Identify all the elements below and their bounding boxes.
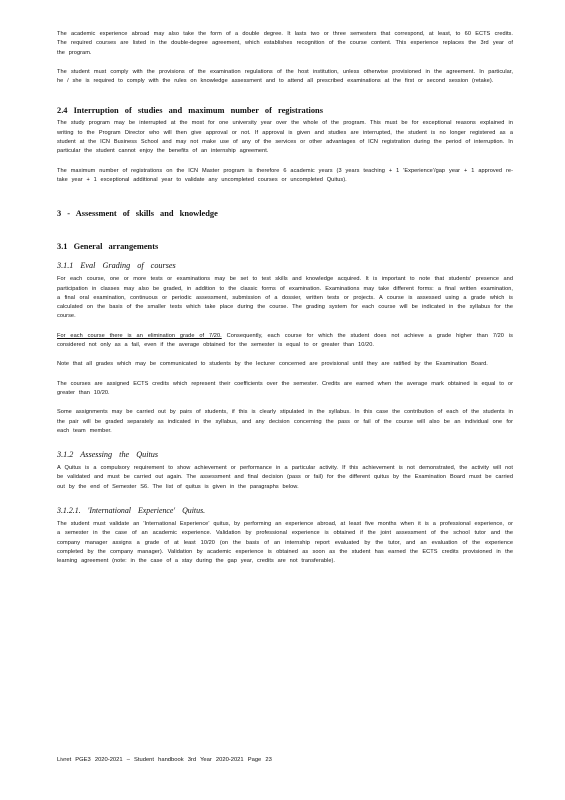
paragraph-provisional-grades: Note that all grades which may be communicated to students by the lecturer concerned are provisional until they are ratified by the Examination Board.	[57, 361, 488, 368]
elimination-grade-underlined: For each course there is an elimination grade of 7/20.	[57, 332, 222, 339]
paragraph-double-degree: The academic experience abroad may also take the form of a double degree. It lasts two or three semesters that correspond, at least, to 60 ECTS credits. The required courses are listed in the double-degree agreement, which establishes recognition of the course content. This experience replaces the 3rd year of the program.	[57, 31, 513, 56]
paragraph-interruption: The study program may be interrupted at the most for one university year over the whole of the program. This must be for exceptional reasons explained in writing to the Program Director who will then give approval or not. If approval is given and studies are interrupted, the student is no longer registered as a student at the ICN Business School and may not make use of any of the services or other advantages of ICN registration during the period of interruption. In particular the student cannot enjoy the benefits of an internship agreement.	[57, 120, 513, 155]
paragraph-max-registrations: The maximum number of registrations on the ICN Master program is therefore 6 academic years (3 years teaching + 1 'Experience'/gap year + 1 approved re-take year + 1 exceptional additional year to validate any uncompleted courses or uncompleted Quitus).	[57, 167, 513, 183]
section-3-1-heading: 3.1 General arrangements	[57, 242, 159, 252]
document-page	[57, 30, 513, 577]
paragraph-elimination-grade	[57, 332, 513, 351]
section-3-1-1-heading: 3.1.1 Eval Grading of courses	[57, 261, 176, 271]
paragraph-ects-credits: The courses are assigned ECTS credits which represent their coefficients over the semester. Credits are earned when the average mark obtained is equal to or greater than 10/20.	[57, 380, 513, 396]
section-3-1-2-1-heading: 3.1.2.1. 'International Experience' Quitus.	[57, 506, 206, 516]
section-3-1-2-heading: 3.1.2 Assessing the Quitus	[57, 450, 159, 460]
elimination-grade-rest: Consequently, each course for which the student does not achieve a grade higher than 7/20 is considered not only as a fail, even if the average obtained for the semester is equal to or greater than 10/20.	[57, 332, 513, 349]
section-2-4-heading: 2.4 Interruption of studies and maximum number of registrations	[57, 106, 323, 116]
paragraph-pair-assignments: Some assignments may be carried out by pairs of students, if this is clearly stipulated in the syllabus. In this case the contribution of each of the students in the pair will be graded separately as indicated in the syllabus, and any decision concerning the pass or fail of the course will also be an individual one for each team member.	[57, 409, 513, 434]
paragraph-international-experience: The student must validate an 'International Experience' quitus, by performing an experience abroad, at least five months when it is a professional experience, or a semester in the case of an academic experience. Validation by professional experience is obtained if the joint assessment of the school tutor and the company manager assigns a grade of at least 10/20 (on the basis of an internship report evaluated by the tutor, and an evaluation of the experience completed by the company manager). Validation by academic experience is obtained as soon as the student has earned the ECTS credits provisioned in the learning agreement (note: in the case of a stay during the gap year, credits are not transferable).	[57, 521, 513, 565]
paragraph-grading: For each course, one or more tests or examinations may be set to test skills and knowledge acquired. It is important to note that students' presence and participation in classes may also be graded, in addition to the classic forms of examination. Examinations may take different forms: a final written examination, a final oral examination, continuous or periodic assessment, submission of a dossier, written tests or projects. A course is assessed using a grade which is calculated on the basis of the smaller tests which take place during the course. The grading system for each course will be indicated in the syllabus for the course.	[57, 276, 513, 320]
page-footer: Livret PGE3 2020-2021 – Student handbook 3rd Year 2020-2021 Page 23	[57, 757, 272, 763]
paragraph-host-regulations: The student must comply with the provisions of the examination regulations of the host institution, unless otherwise provisioned in the agreement. In particular, he / she is required to comply with the rules on knowledge assessment and to attend all prescribed examinations at the first or second session (retake).	[57, 68, 513, 85]
section-3-heading: 3 - Assessment of skills and knowledge	[57, 209, 218, 219]
paragraph-quitus: A Quitus is a compulsory requirement to show achievement or performance in a particular activity. If this achievement is not demonstrated, the activity will not be validated and must be carried out again. The assessment and final decision (pass or fail) for the different quitus by the Examination Board must be carried out by the end of Semester S6. The list of quitus is given in the paragraphs below.	[57, 465, 513, 490]
